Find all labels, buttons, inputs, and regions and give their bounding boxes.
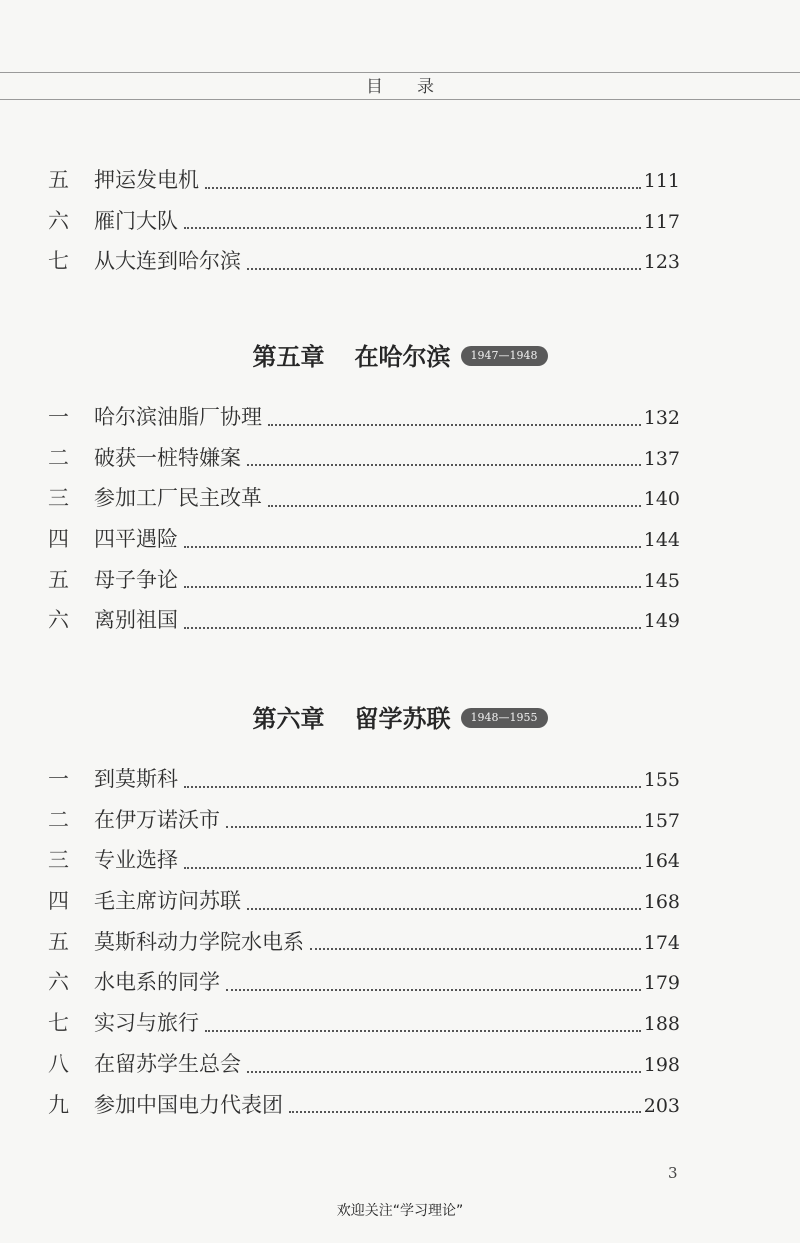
entry-title: 押运发电机	[94, 168, 199, 192]
dot-leader	[268, 424, 641, 426]
entry-page: 144	[643, 529, 680, 552]
toc-entry[interactable]	[48, 201, 680, 242]
entry-title: 参加中国电力代表团	[94, 1092, 283, 1117]
toc-entry[interactable]	[48, 241, 680, 282]
entry-title: 专业选择	[94, 848, 178, 873]
entry-number: 九	[48, 1092, 69, 1117]
entry-number: 四	[48, 527, 69, 552]
entry-number: 五	[48, 567, 69, 592]
entry-number: 五	[48, 929, 69, 954]
entry-page: 198	[643, 1053, 680, 1076]
entry-title: 水电系的同学	[94, 970, 220, 995]
entry-number: 一	[48, 767, 69, 791]
entry-page: 137	[643, 447, 680, 470]
toc-list-chapter-6	[48, 759, 680, 1125]
toc-entry[interactable]	[48, 922, 680, 963]
dot-leader	[184, 786, 641, 788]
toc-entry[interactable]	[48, 962, 680, 1003]
entry-page: 203	[643, 1094, 680, 1117]
entry-page: 117	[643, 210, 680, 233]
dot-leader	[184, 627, 641, 629]
toc-entry[interactable]	[48, 1044, 680, 1085]
dot-leader	[268, 505, 641, 507]
dot-leader	[184, 867, 641, 869]
dot-leader	[247, 1071, 641, 1073]
dot-leader	[226, 989, 641, 991]
dot-leader	[310, 948, 641, 950]
entry-number: 一	[48, 405, 69, 429]
entry-title: 四平遇险	[94, 527, 178, 552]
chapter-number: 第五章	[252, 342, 325, 371]
entry-page: 188	[643, 1013, 680, 1036]
toc-entry[interactable]	[48, 1085, 680, 1126]
entry-number: 三	[48, 486, 69, 511]
dot-leader	[184, 227, 641, 229]
entry-page: 123	[643, 251, 680, 274]
toc-entry[interactable]	[48, 840, 680, 881]
toc-entry[interactable]	[48, 438, 680, 479]
page-number: 3	[668, 1164, 678, 1182]
entry-title: 破获一桩特嫌案	[94, 445, 241, 470]
entry-page: 149	[643, 610, 680, 633]
entry-number: 五	[48, 168, 69, 192]
chapter-number: 第六章	[252, 704, 325, 733]
entry-page: 140	[643, 488, 680, 511]
chapter-years-badge: 1947—1948	[461, 346, 548, 366]
footer-note: 欢迎关注“学习理论”	[336, 1203, 464, 1219]
toc-entry[interactable]	[48, 560, 680, 601]
toc-entry[interactable]	[48, 160, 680, 201]
entry-number: 六	[48, 208, 69, 233]
entry-title: 参加工厂民主改革	[94, 486, 262, 511]
entry-page: 145	[643, 569, 680, 592]
entry-title: 莫斯科动力学院水电系	[94, 929, 304, 954]
dot-leader	[289, 1111, 641, 1113]
dot-leader	[205, 1030, 641, 1032]
entry-number: 七	[48, 249, 69, 274]
chapter-title: 在哈尔滨	[354, 342, 451, 371]
toc-entry[interactable]	[48, 478, 680, 519]
dot-leader	[184, 586, 641, 588]
entry-page: 157	[643, 809, 680, 832]
entry-number: 二	[48, 445, 69, 470]
toc-entry[interactable]	[48, 1003, 680, 1044]
dot-leader	[247, 464, 641, 466]
dot-leader	[205, 187, 641, 189]
running-head: 目录	[0, 72, 800, 100]
entry-page: 132	[643, 407, 680, 429]
entry-number: 七	[48, 1011, 69, 1036]
toc-entry[interactable]	[48, 600, 680, 641]
chapter-5-heading[interactable]	[0, 334, 800, 374]
entry-title: 离别祖国	[94, 608, 178, 633]
entry-number: 六	[48, 970, 69, 995]
entry-page: 164	[643, 850, 680, 873]
chapter-6-heading[interactable]	[0, 696, 800, 736]
entry-page: 179	[643, 972, 680, 995]
entry-title: 从大连到哈尔滨	[94, 249, 241, 274]
dot-leader	[247, 268, 641, 270]
toc-list-chapter-5	[48, 397, 680, 641]
entry-page: 174	[643, 931, 680, 954]
entry-title: 在伊万诺沃市	[94, 807, 220, 832]
entry-title: 实习与旅行	[94, 1011, 199, 1036]
entry-number: 三	[48, 848, 69, 873]
toc-entry[interactable]	[48, 519, 680, 560]
entry-number: 四	[48, 889, 69, 914]
entry-page: 155	[643, 769, 680, 791]
toc-list-continued	[48, 160, 680, 282]
entry-number: 八	[48, 1051, 69, 1076]
entry-title: 母子争论	[94, 567, 178, 592]
toc-entry[interactable]	[48, 881, 680, 922]
entry-title: 到莫斯科	[94, 767, 178, 791]
dot-leader	[184, 546, 641, 548]
entry-title: 在留苏学生总会	[94, 1051, 241, 1076]
toc-entry[interactable]	[48, 397, 680, 438]
chapter-title: 留学苏联	[354, 704, 451, 733]
entry-title: 雁门大队	[94, 208, 178, 233]
entry-title: 毛主席访问苏联	[94, 889, 241, 914]
entry-number: 二	[48, 807, 69, 832]
entry-page: 111	[643, 170, 680, 192]
toc-entry[interactable]	[48, 759, 680, 800]
dot-leader	[226, 826, 641, 828]
entry-number: 六	[48, 608, 69, 633]
entry-title: 哈尔滨油脂厂协理	[94, 405, 262, 429]
toc-entry[interactable]	[48, 800, 680, 841]
entry-page: 168	[643, 891, 680, 914]
chapter-years-badge: 1948—1955	[461, 708, 548, 728]
dot-leader	[247, 908, 641, 910]
